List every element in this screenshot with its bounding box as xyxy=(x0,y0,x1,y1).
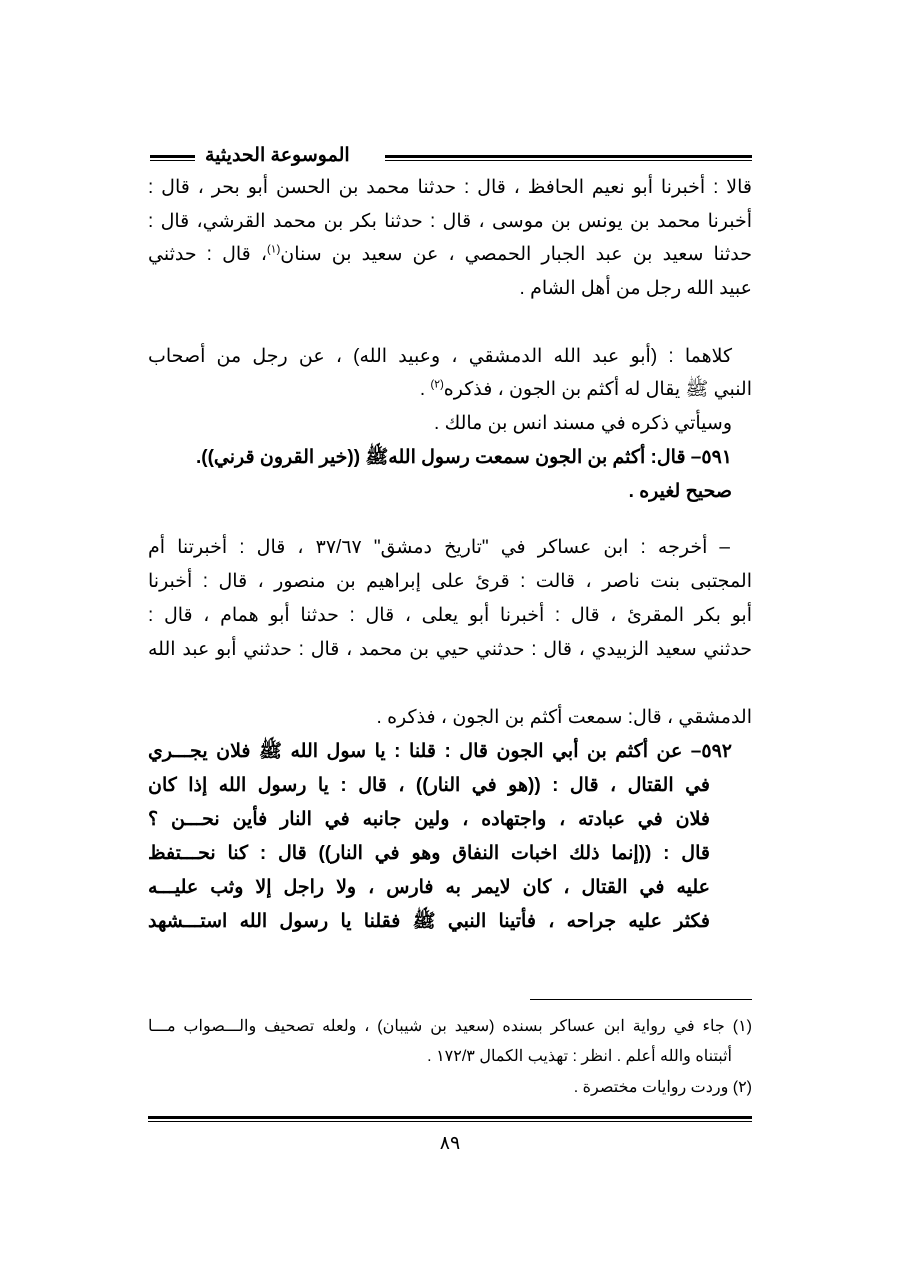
hadith-592-line: قال : ((إنما ذلك اخبات النفاق وهو في النار)) قال : كنا نحـــتفظ xyxy=(148,843,710,864)
running-header-title: الموسوعة الحديثية xyxy=(205,145,350,166)
body-line: أخبرنا محمد بن يونس بن موسى ، قال : حدثنا بكر بن محمد القرشي، قال : xyxy=(148,211,752,232)
hadith-592-line: عليه في القتال ، كان لايمر به فارس ، ولا راجل إلا وثب عليـــه xyxy=(148,877,710,898)
body-text: ، قال : حدثني xyxy=(148,244,267,265)
takhrij-line: حدثني سعيد الزبيدي ، قال : حدثني حيي بن محمد ، قال : حدثني أبو عبد الله xyxy=(148,639,752,660)
hadith-592-line: ٥٩٢– عن أكثم بن أبي الجون قال : قلنا : يا سول الله ﷺ فلان يجـــري xyxy=(148,741,732,762)
body-text: . xyxy=(419,379,431,400)
body-text: النبي ﷺ يقال له أكثم بن الجون ، فذكره xyxy=(443,379,752,400)
header-rule-long xyxy=(385,155,752,161)
hadith-591-grade: صحيح لغيره . xyxy=(628,481,732,502)
body-line: وسيأتي ذكره في مسند انس بن مالك . xyxy=(434,413,732,434)
body-line: قالا : أخبرنا أبو نعيم الحافظ ، قال : حدثنا محمد بن الحسن أبو بحر ، قال : xyxy=(148,177,752,198)
footnote-ref[interactable]: (٢) xyxy=(430,378,444,391)
takhrij-line: – أخرجه : ابن عساكر في "تاريخ دمشق" ٣٧/٦٧ ، قال : أخبرتنا أم xyxy=(148,537,731,558)
hadith-592-line: فلان في عبادته ، واجتهاده ، ولين جانبه في النار فأين نحـــن ؟ xyxy=(148,809,710,830)
footnote-1-continued: أثبتناه والله أعلم . انظر : تهذيب الكمال ١٧٢/٣ . xyxy=(427,1048,732,1065)
body-text: حدثنا سعيد بن عبد الجبار الحمصي ، عن سعيد بن سنان xyxy=(280,244,753,265)
footer-rule xyxy=(148,1116,752,1122)
header-rule-short xyxy=(150,155,195,161)
hadith-592-line: في القتال ، قال : ((هو في النار)) ، قال : يا رسول الله إذا كان xyxy=(148,775,710,796)
takhrij-line: المجتبى بنت ناصر ، قالت : قرئ على إبراهيم بن منصور ، قال : أخبرنا xyxy=(148,571,752,592)
body-line xyxy=(148,238,752,272)
takhrij-line: الدمشقي ، قال: سمعت أكثم بن الجون ، فذكره . xyxy=(376,707,752,728)
body-line: عبيد الله رجل من أهل الشام . xyxy=(519,278,752,299)
hadith-592-line: فكثر عليه جراحه ، فأتينا النبي ﷺ فقلنا يا رسول الله استـــشهد xyxy=(148,911,710,932)
body-line: كلاهما : (أبو عبد الله الدمشقي ، وعبيد الله) ، عن رجل من أصحاب xyxy=(148,346,732,367)
footnote-ref[interactable]: (١) xyxy=(267,243,281,256)
footnote-2: (٢) وردت روايات مختصرة . xyxy=(573,1079,752,1096)
footnote-separator xyxy=(530,999,752,1000)
footnote-1: (١) جاء في رواية ابن عساكر بسنده (سعيد بن شيبان) ، ولعله تصحيف والـــصواب مـــا xyxy=(148,1018,752,1035)
page-number: ٨٩ xyxy=(439,1133,461,1154)
body-line xyxy=(148,373,752,407)
takhrij-line: أبو بكر المقرئ ، قال : أخبرنا أبو يعلى ، قال : حدثنا أبو همام ، قال : xyxy=(148,605,752,626)
hadith-591-text: ٥٩١– قال: أكثم بن الجون سمعت رسول اللهﷺ ((خير القرون قرني)). xyxy=(195,447,732,468)
